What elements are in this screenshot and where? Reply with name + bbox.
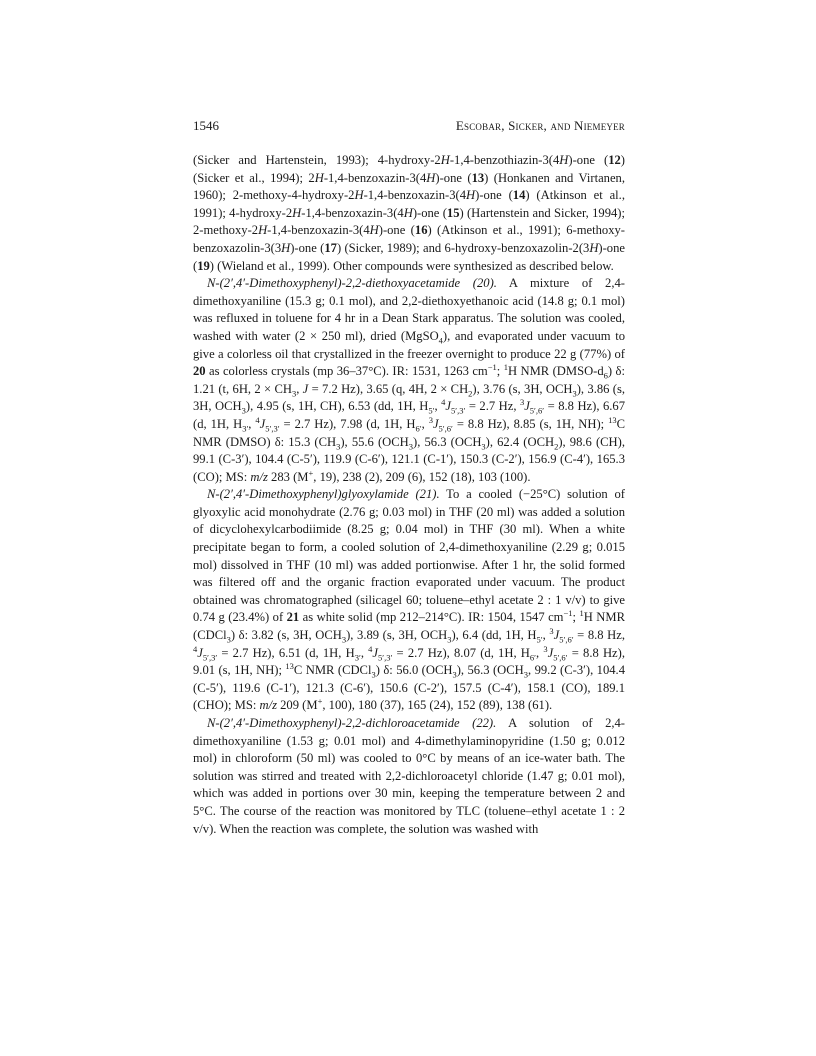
journal-page: [193, 118, 625, 838]
paragraph-synthesis-22: N-(2′,4′-Dimethoxyphenyl)-2,2-dichloroacetamide (22). A solution of 2,4-dimethoxyaniline (1.53 g; 0.01 mol) and 4-dimethylaminopyridine (1.50 g; 0.012 mol) in chloroform (50 ml) was cooled to 0°C by means of an ice-water bath. The solution was stirred and treated with 2,2-dichloroacetyl chloride (1.47 g; 0.01 mol), which was added in portions over 30 min, keeping the temperature between 2 and 5°C. The course of the reaction was monitored by TLC (toluene–ethyl acetate 1 : 2 v/v). When the reaction was complete, the solution was washed with: [193, 716, 626, 836]
running-head: Escobar, Sicker, and Niemeyer: [455, 118, 625, 133]
page-number: 1546: [193, 118, 219, 133]
paragraph-synthesis-21: N-(2′,4′-Dimethoxyphenyl)glyoxylamide (21). To a cooled (−25°C) solution of glyoxylic acid monohydrate (2.76 g; 0.03 mol) in THF (20 ml) was added a solution of dicyclohexylcarbodiimide (8.25 g; 0.04 mol) in THF (30 ml). When a white precipitate began to form, a cooled solution of 2,4-dimethoxyaniline (2.29 g; 0.015 mol) dissolved in THF (10 ml) was added portionwise. After 1 hr, the solid formed was filtered off and the organic fraction evaporated under vacuum. The product obtained was chromatographed (silicagel 60; toluene–ethyl acetate 2 : 1 v/v) to give 0.74 g (23.4%) of 21 as white solid (mp 212–214°C). IR: 1504, 1547 $cm^{-1}$; $^1$H NMR (CDCl$_3$) δ: 3.82 (s, 3H, $OCH_3$), 3.89 (s, 3H, $OCH_3$), 6.4 (dd, 1H, $H_{5'}$, $^3J_{5',6'} = 8.8$ Hz, $^4J_{5',3'} = 2.7$ Hz), 6.51 (d, 1H, $H_{3'}$, $^4J_{5',3'} = 2.7$ Hz), 8.07 (d, 1H, $H_{6'}$, $^3J_{5',6'} = 8.8$ Hz), 9.01 (s, 1H, NH); $^{13}$C NMR (CDCl$_3$) δ: 56.0 $(OCH_3)$, 56.3 ($OCH_3$, 99.2 (C-3′), 104.4 (C-5′), 119.6 (C-1′), 121.3 (C-6′), 150.6 (C-2′), 157.5 (C-4′), 158.1 (CO), 189.1 (CHO); MS: m/z 209 (M+, 100), 180 (37), 165 (24), 152 (89), 138 (61).: [193, 487, 626, 713]
paragraph-synthesis-20: N-(2′,4′-Dimethoxyphenyl)-2,2-diethoxyacetamide (20). A mixture of 2,4-dimethoxyaniline (15.3 g; 0.1 mol), and 2,2-diethoxyethanoic acid (14.8 g; 0.1 mol) was refluxed in toluene for 4 hr in a Dean Stark apparatus. The solution was cooled, washed with water (2 × 250 ml), dried (MgSO$_4$), and evaporated under vacuum to give a colorless oil that crystallized in the freezer overnight to produce 22 g (77%) of 20 as colorless crystals (mp 36–37°C). IR: 1531, 1263 $cm^{-1}$; $^1$H NMR $(DMSO-d_6)$ δ: 1.21 (t, 6H, $2 \times CH_3$, J = 7.2 Hz), 3.65 (q, 4H, $2 \times CH_2$), 3.76 (s, 3H, $OCH_3$), 3.86 (s, 3H, $OCH_3$), 4.95 (s, 1H, CH), 6.53 (dd, 1H, $H_{5'}$, $^4J_{5',3'} = 2.7$ Hz, $^3J_{5',6'} = 8.8$ Hz), 6.67 (d, 1H, $H_{3'}$, $^4J_{5',3'} = 2.7$ Hz), 7.98 (d, 1H, $H_{6'}$, $^3J_{5',6'} = 8.8$ Hz), 8.85 (s, 1H, NH); $^{13}$C NMR (DMSO) δ: 15.3 $(CH_3)$, 55.6 $(OCH_3)$, 56.3 $(OCH_3)$, 62.4 $(OCH_2)$, 98.6 (CH), 99.1 (C-3′), 104.4 (C-5′), 119.9 (C-6′), 121.1 (C-1′), 150.3 (C-2′), 156.9 (C-4′), 165.3 (CO); MS: m/z 283 (M+, 19), 238 (2), 209 (6), 152 (18), 103 (100).: [193, 276, 626, 484]
paragraph-compound-list: (Sicker and Hartenstein, 1993); 4-hydroxy-2H-1,4-benzothiazin-3(4H)-one (12) (Sicker et al., 1994); 2H-1,4-benzoxazin-3(4H)-one (13) (Honkanen and Virtanen, 1960); 2-methoxy-4-hydroxy-2H-1,4-benzoxazin-3(4H)-one (14) (Atkinson et al., 1991); 4-hydroxy-2H-1,4-benzoxazin-3(4H)-one (15) (Hartenstein and Sicker, 1994); 2-methoxy-2H-1,4-benzoxazin-3(4H)-one (16) (Atkinson et al., 1991); 6-methoxy-benzoxazolin-3(3H)-one (17) (Sicker, 1989); and 6-hydroxy-benzoxazolin-2(3H)-one (19) (Wieland et al., 1999). Other compounds were synthesized as described below.: [193, 153, 625, 273]
page-header: [193, 118, 625, 136]
